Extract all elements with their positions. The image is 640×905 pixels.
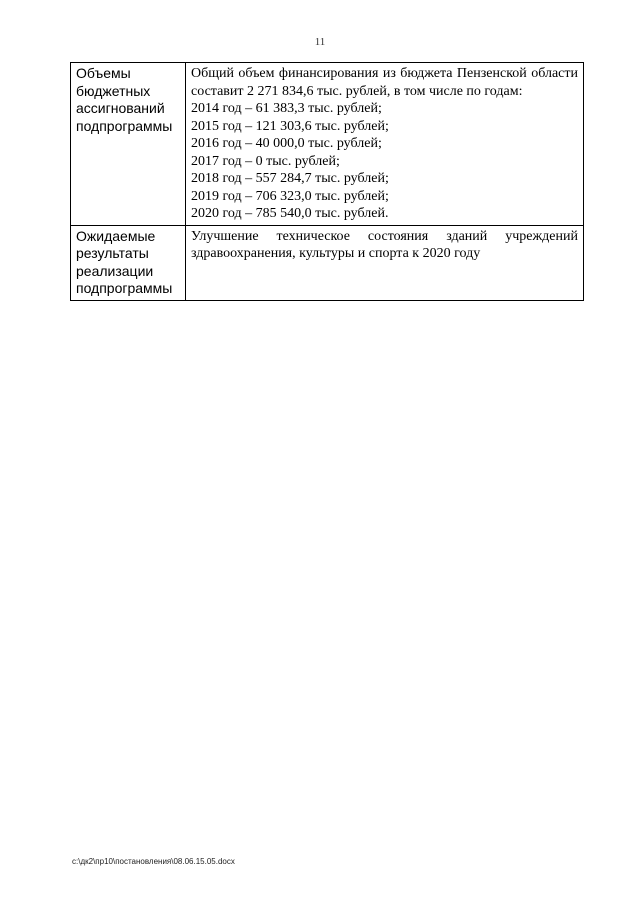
row-label-budget: Объемы бюджетных ассигнований подпрограммы <box>71 63 186 226</box>
table-row <box>71 63 584 226</box>
row-value-results <box>186 225 584 300</box>
page-number: 11 <box>314 36 326 48</box>
expected-results-text: Улучшение техническое состояния зданий учреждений здравоохранения, культуры и спорта к 2020 году <box>191 228 578 261</box>
table-row <box>71 225 584 300</box>
budget-year-line: 2019 год – 706 323,0 тыс. рублей; <box>191 188 389 204</box>
budget-year-line: 2017 год – 0 тыс. рублей; <box>191 153 340 169</box>
budget-year-line: 2016 год – 40 000,0 тыс. рублей; <box>191 136 382 151</box>
budget-year-line: 2015 год – 121 303,6 тыс. рублей; <box>191 118 389 134</box>
budget-year-line: 2018 год – 557 284,7 тыс. рублей; <box>191 171 389 186</box>
row-label-results: Ожидаемые результаты реализации подпрограммы <box>71 225 186 300</box>
budget-year-line: 2014 год – 61 383,3 тыс. рублей; <box>191 101 382 116</box>
budget-intro-text: Общий объем финансирования из бюджета Пензенской области составит 2 271 834,6 тыс. рублей, в том числе по годам: <box>191 66 578 99</box>
budget-year-line: 2020 год – 785 540,0 тыс. рублей. <box>191 206 389 221</box>
file-path-footer: c:\дк2\пр10\постановления\08.06.15.05.docx <box>72 857 235 866</box>
subprogram-passport-table <box>70 62 584 301</box>
row-value-budget <box>186 63 584 226</box>
